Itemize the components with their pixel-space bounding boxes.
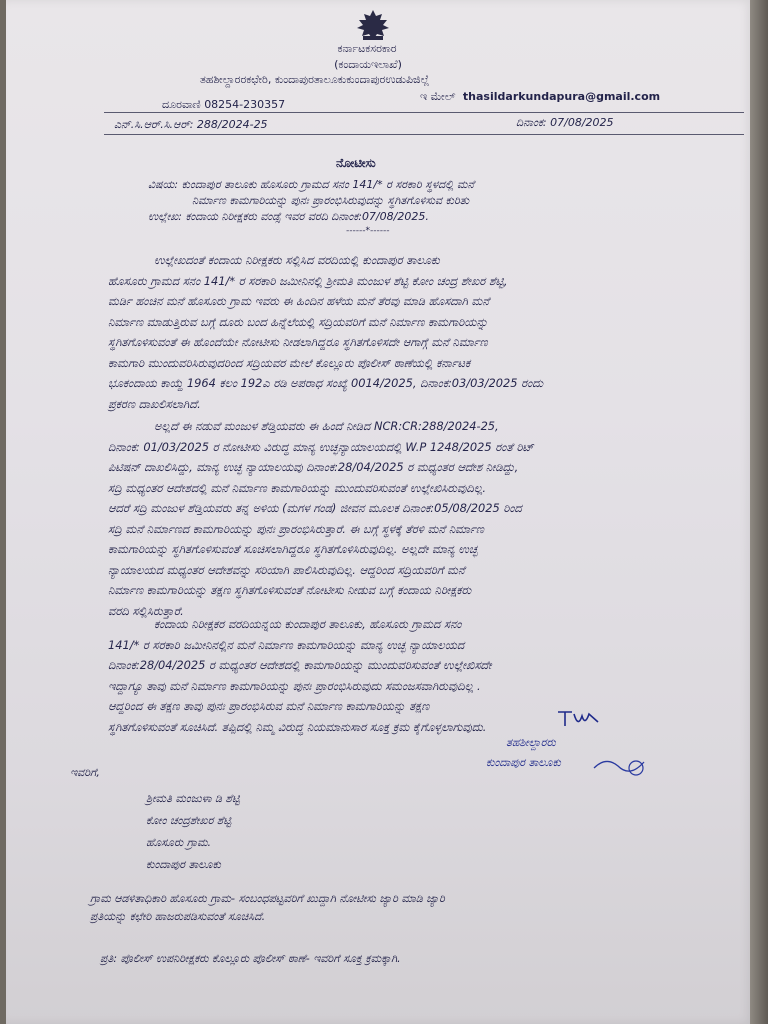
paragraph-2-line: ಸದ್ರಿ ಮಧ್ಯಂತರ ಆದೇಶದಲ್ಲಿ ಮನೆ ನಿರ್ಮಾಣ ಕಾಮಗಾರಿಯನ್ನು ಮುಂದುವರಿಸುವಂತೆ ಉಲ್ಲೇಖಿಸಿರುವುದಿಲ್ಲ. [108,480,487,495]
paragraph-3-line: ಕಂದಾಯ ನಿರೀಕ್ಷಕರ ವರದಿಯನ್ನಯ ಕುಂದಾಪುರ ತಾಲೂಕು, ಹೊಸೂರು ಗ್ರಾಮದ ಸನಂ [154,617,462,631]
paragraph-3-line: ದಿನಾಂಕ:28/04/2025 ರ ಮಧ್ಯಂತರ ಆದೇಶದಲ್ಲಿ ಕಾಮಗಾರಿಯನ್ನು ಮುಂದುವರಿಸುವಂತೆ ಉಲ್ಲೇಖಿಸದೇ [108,658,492,672]
email-address[interactable]: thasildarkundapura@gmail.com [462,90,661,103]
reference-line [148,210,429,224]
paragraph-2-line: ಸದ್ರಿ ಮನೆ ನಿರ್ಮಾಣದ ಕಾಮಗಾರಿಯನ್ನು ಪುನಃ ಪ್ರಾರಂಭಿಸಿರುತ್ತಾರೆ. ಈ ಬಗ್ಗೆ ಸ್ಥಳಕ್ಕೆ ತೆರಳಿ ಮನೆ ನಿರ್ಮಾಣ [108,521,484,536]
signature-designation: ತಹಶೀಲ್ದಾರರು [506,736,556,749]
paragraph-2-line: ಅಲ್ಲದೆ ಈ ನಡುವೆ ಮಂಜುಳ ಶೆಡ್ತಿಯವರು ಈ ಹಿಂದೆ ನೀಡಿದ NCR:CR:288/2024-25, [154,419,499,433]
reference-text: ಕಂದಾಯ ನಿರೀಕ್ಷಕರು ವಂಡ್ಸೆ ಇವರ ವರದಿ ದಿನಾಂಕ:07/08/2025. [185,210,429,223]
subject-text-1: ಕುಂದಾಪುರ ತಾಲೂಕು ಹೊಸೂರು ಗ್ರಾಮದ ಸನಂ 141/* ರ ಸರಕಾರಿ ಸ್ಥಳದಲ್ಲಿ ಮನೆ [181,178,475,191]
addressee-block [146,788,240,876]
phone-number: 08254-230357 [204,98,286,111]
header-rule-top [104,112,744,113]
notice-title: ನೋಟೀಸು [336,156,376,170]
village-officer-instruction-2: ಪ್ರತಿಯನ್ನು ಕಛೇರಿ ಹಾಜರುಪಡಿಸುವಂತೆ ಸೂಚಿಸಿದೆ. [90,910,266,923]
handwritten-signature-icon [554,706,604,732]
paragraph-2-line: ಪಿಟಿಷನ್ ದಾಖಲಿಸಿದ್ದು, ಮಾನ್ಯ ಉಚ್ಛ ನ್ಯಾಯಾಲಯವು ದಿನಾಂಕ:28/04/2025 ರ ಮಧ್ಯಂತರ ಆದೇಶ ನೀಡಿದ್ದು, [108,460,519,474]
reference-number: ಎನ್.ಸಿ.ಆರ್.ಸಿ.ಆರ್: 288/2024-25 [114,118,268,131]
phone-line [162,98,285,112]
signature-office: ಕುಂದಾಪುರ ತಾಲೂಕು [486,756,561,769]
paragraph-3-line: ಆದ್ದರಿಂದ ಈ ತಕ್ಷಣ ತಾವು ಪುನಃ ಪ್ರಾರಂಭಿಸಿರುವ ಮನೆ ನಿರ್ಮಾಣ ಕಾಮಗಾರಿಯನ್ನು ತಕ್ಷಣ [108,699,430,713]
paragraph-2-line: ನಿರ್ಮಾಣ ಕಾಮಗಾರಿಯನ್ನು ತಕ್ಷಣ ಸ್ಥಗಿತಗೊಳಿಸುವಂತೆ ನೋಟೀಸು ನೀಡುವ ಬಗ್ಗೆ ಕಂದಾಯ ನಿರೀಕ್ಷಕರು [108,583,472,597]
email-line [420,90,660,104]
paragraph-3-line: ಸ್ಥಗಿತಗೊಳಿಸುವಂತೆ ಸೂಚಿಸಿದೆ. ತಪ್ಪಿದಲ್ಲಿ ನಿಮ್ಮ ವಿರುದ್ಧ ನಿಯಮಾನುಸಾರ ಸೂಕ್ತ ಕ್ರಮ ಕೈಗೊಳ್ಳಲಾಗುವುದು. [108,719,487,734]
subject-label: ವಿಷಯ: [148,178,179,191]
addressee-line: ಕುಂದಾಪುರ ತಾಲೂಕು [146,858,221,871]
paragraph-1-line: ನಿರ್ಮಾಣ ಮಾಡುತ್ತಿರುವ ಬಗ್ಗೆ ದೂರು ಬಂದ ಹಿನ್ನೆಲೆಯಲ್ಲಿ ಸದ್ರಿಯವರಿಗೆ ಮನೆ ನಿರ್ಮಾಣ ಕಾಮಗಾರಿಯನ್ನು [108,314,488,329]
addressee-line: ಶ್ರೀಮತಿ ಮಂಜುಳಾ ಡಿ ಶೆಟ್ಟಿ [146,792,240,805]
paragraph-1-line: ಭೂಕಂದಾಯ ಕಾಯ್ದೆ 1964 ಕಲಂ 192ಎ ರಡಿ ಅಪರಾಧ ಸಂಖ್ಯೆ 0014/2025, ದಿನಾಂಕ:03/03/2025 ರಂದು [108,376,544,390]
notice-document [6,0,754,1024]
paragraph-3 [108,614,492,737]
addressee-label: ಇವರಿಗೆ, [70,766,100,779]
email-label: ಇ ಮೇಲ್ [420,90,456,103]
copy-to-police: ಪ್ರತಿ: ಪೊಲೀಸ್ ಉಪನಿರೀಕ್ಷಕರು ಕೊಲ್ಲೂರು ಪೊಲೀಸ್ ಠಾಣೆ- ಇವರಿಗೆ ಸೂಕ್ತ ಕ್ರಮಕ್ಕಾಗಿ. [100,952,401,965]
department-name: (ಕಂದಾಯಇಲಾಖೆ) [334,58,402,71]
header-rule-bottom [104,134,744,135]
government-name: ಕರ್ನಾಟಕಸರಕಾರ [337,42,397,55]
paragraph-1-line: ಉಲ್ಲೇಖದಂತೆ ಕಂದಾಯ ನಿರೀಕ್ಷಕರು ಸಲ್ಲಿಸಿದ ವರದಿಯಲ್ಲಿ ಕುಂದಾಪುರ ತಾಲೂಕು [154,253,440,267]
reference-label: ಉಲ್ಲೇಖ: [148,210,182,223]
paragraph-1-line: ಮರ್ಡಿ ಹಂಚಿನ ಮನೆ ಹೊಸೂರು ಗ್ರಾಮ ಇವರು ಈ ಹಿಂದಿನ ಹಳೆಯ ಮನೆ ತೆರವು ಮಾಡಿ ಹೊಸದಾಗಿ ಮನೆ [108,294,490,308]
paragraph-1-line: ಪ್ರಕರಣ ದಾಖಲಿಸಲಾಗಿದೆ. [108,396,201,411]
background-edge [750,0,768,1024]
paragraph-2-line: ಕಾಮಗಾರಿಯನ್ನು ಸ್ಥಗಿತಗೊಳಿಸುವಂತೆ ಸೂಚಿಸಲಾಗಿದ್ದರೂ ಸ್ಥಗಿತಗೊಳಿಸಿರುವುದಿಲ್ಲ. ಅಲ್ಲದೇ ಮಾನ್ಯ ಉಚ್ಛ [108,542,478,556]
paragraph-2-line: ನ್ಯಾಯಾಲಯದ ಮಧ್ಯಂತರ ಆದೇಶವನ್ನು ಸರಿಯಾಗಿ ಪಾಲಿಸಿರುವುದಿಲ್ಲ. ಆದ್ದರಿಂದ ಸದ್ರಿಯವರಿಗೆ ಮನೆ [108,562,465,577]
paragraph-3-line: ಇದ್ದಾಗ್ಯೂ ತಾವು ಮನೆ ನಿರ್ಮಾಣ ಕಾಮಗಾರಿಯನ್ನು ಪುನಃ ಪ್ರಾರಂಭಿಸಿರುವುದು ಸಮಂಜಸವಾಗಿರುವುದಿಲ್ಲ . [108,678,481,693]
subject-line-2: ನಿರ್ಮಾಣ ಕಾಮಗಾರಿಯನ್ನು ಪುನಃ ಪ್ರಾರಂಭಿಸಿರುವುದನ್ನು ಸ್ಥಗಿತಗೊಳಿಸುವ ಕುರಿತು [192,194,470,207]
addressee-line: ಕೋಂ ಚಂದ್ರಶೇಖರ ಶೆಟ್ಟಿ [146,814,232,827]
subject-line-1 [148,178,474,192]
header-date: ದಿನಾಂಕ: 07/08/2025 [516,116,614,129]
office-address: ತಹಶೀಲ್ದಾರರಕಛೇರಿ, ಕುಂದಾಪುರತಾಲೂಕುಕುಂದಾಪುರಉಡುಪಿಜಿಲ್ಲೆ [200,73,430,86]
paragraph-2-line: ದಿನಾಂಕ: 01/03/2025 ರ ನೋಟೀಸು ವಿರುದ್ಧ ಮಾನ್ಯ ಉಚ್ಛನ್ಯಾಯಾಲಯದಲ್ಲಿ W.P 1248/2025 ರಂತೆ ರಿಟ್ [108,439,534,454]
paragraph-1-line: ಸ್ಥಗಿತಗೊಳಿಸುವಂತೆ ಈ ಹೊಂದೆಯೇ ನೋಟೀಸು ನೀಡಲಾಗಿದ್ದರೂ ಸ್ಥಗಿತಗೊಳಿಸದೇ ಆಗಾಗ್ಗೆ ಮನೆ ನಿರ್ಮಾಣ [108,335,488,349]
state-emblem-icon [349,8,397,42]
paragraph-1 [108,250,543,414]
paragraph-2-line: ವರದಿ ಸಲ್ಲಿಸಿರುತ್ತಾರೆ. [108,603,184,618]
phone-label: ದೂರವಾಣಿ [162,98,201,111]
paragraph-2-line: ಆದರೆ ಸದ್ರಿ ಮಂಜುಳ ಶೆಡ್ತಿಯವರು ತನ್ನ ಅಳಿಯ (ಮಗಳ ಗಂಡ) ಜೀವನ ಮೂಲಕ ದಿನಾಂಕ:05/08/2025 ರಿಂದ [108,501,522,515]
subject-divider: ------*------ [346,226,390,236]
addressee-line: ಹೊಸೂರು ಗ್ರಾಮ. [146,836,212,849]
paragraph-1-line: ಕಾಮಗಾರಿ ಮುಂದುವರಿಸಿರುವುದರಿಂದ ಸದ್ರಿಯವರ ಮೇಲೆ ಕೊಲ್ಲೂರು ಪೊಲೀಸ್ ಠಾಣೆಯಲ್ಲಿ ಕರ್ನಾಟಕ [108,355,471,370]
paragraph-2 [108,416,534,621]
paragraph-3-line: 141/* ರ ಸರಕಾರಿ ಜಮೀನಿನಲ್ಲಿನ ಮನೆ ನಿರ್ಮಾಣ ಕಾಮಗಾರಿಯನ್ನು ಮಾನ್ಯ ಉಚ್ಛ ನ್ಯಾಯಾಲಯದ [108,637,465,652]
village-officer-instruction-1: ಗ್ರಾಮ ಆಡಳಿತಾಧಿಕಾರಿ ಹೊಸೂರು ಗ್ರಾಮ- ಸಂಬಂಧಪಟ್ಟವರಿಗೆ ಖುದ್ದಾಗಿ ನೋಟೀಸು ಜ್ಯಾರಿ ಮಾಡಿ ಜ್ಯಾರಿ [90,892,445,905]
ink-stamp-mark-icon [592,748,652,788]
paragraph-1-line: ಹೊಸೂರು ಗ್ರಾಮದ ಸನಂ 141/* ರ ಸರಕಾರಿ ಜಮೀನಿನಲ್ಲಿ ಶ್ರೀಮತಿ ಮಂಜುಳ ಶೆಟ್ಟಿ ಕೋಂ ಚಂದ್ರ ಶೇಖರ ಶೆಟ್ಟಿ, [108,273,508,288]
